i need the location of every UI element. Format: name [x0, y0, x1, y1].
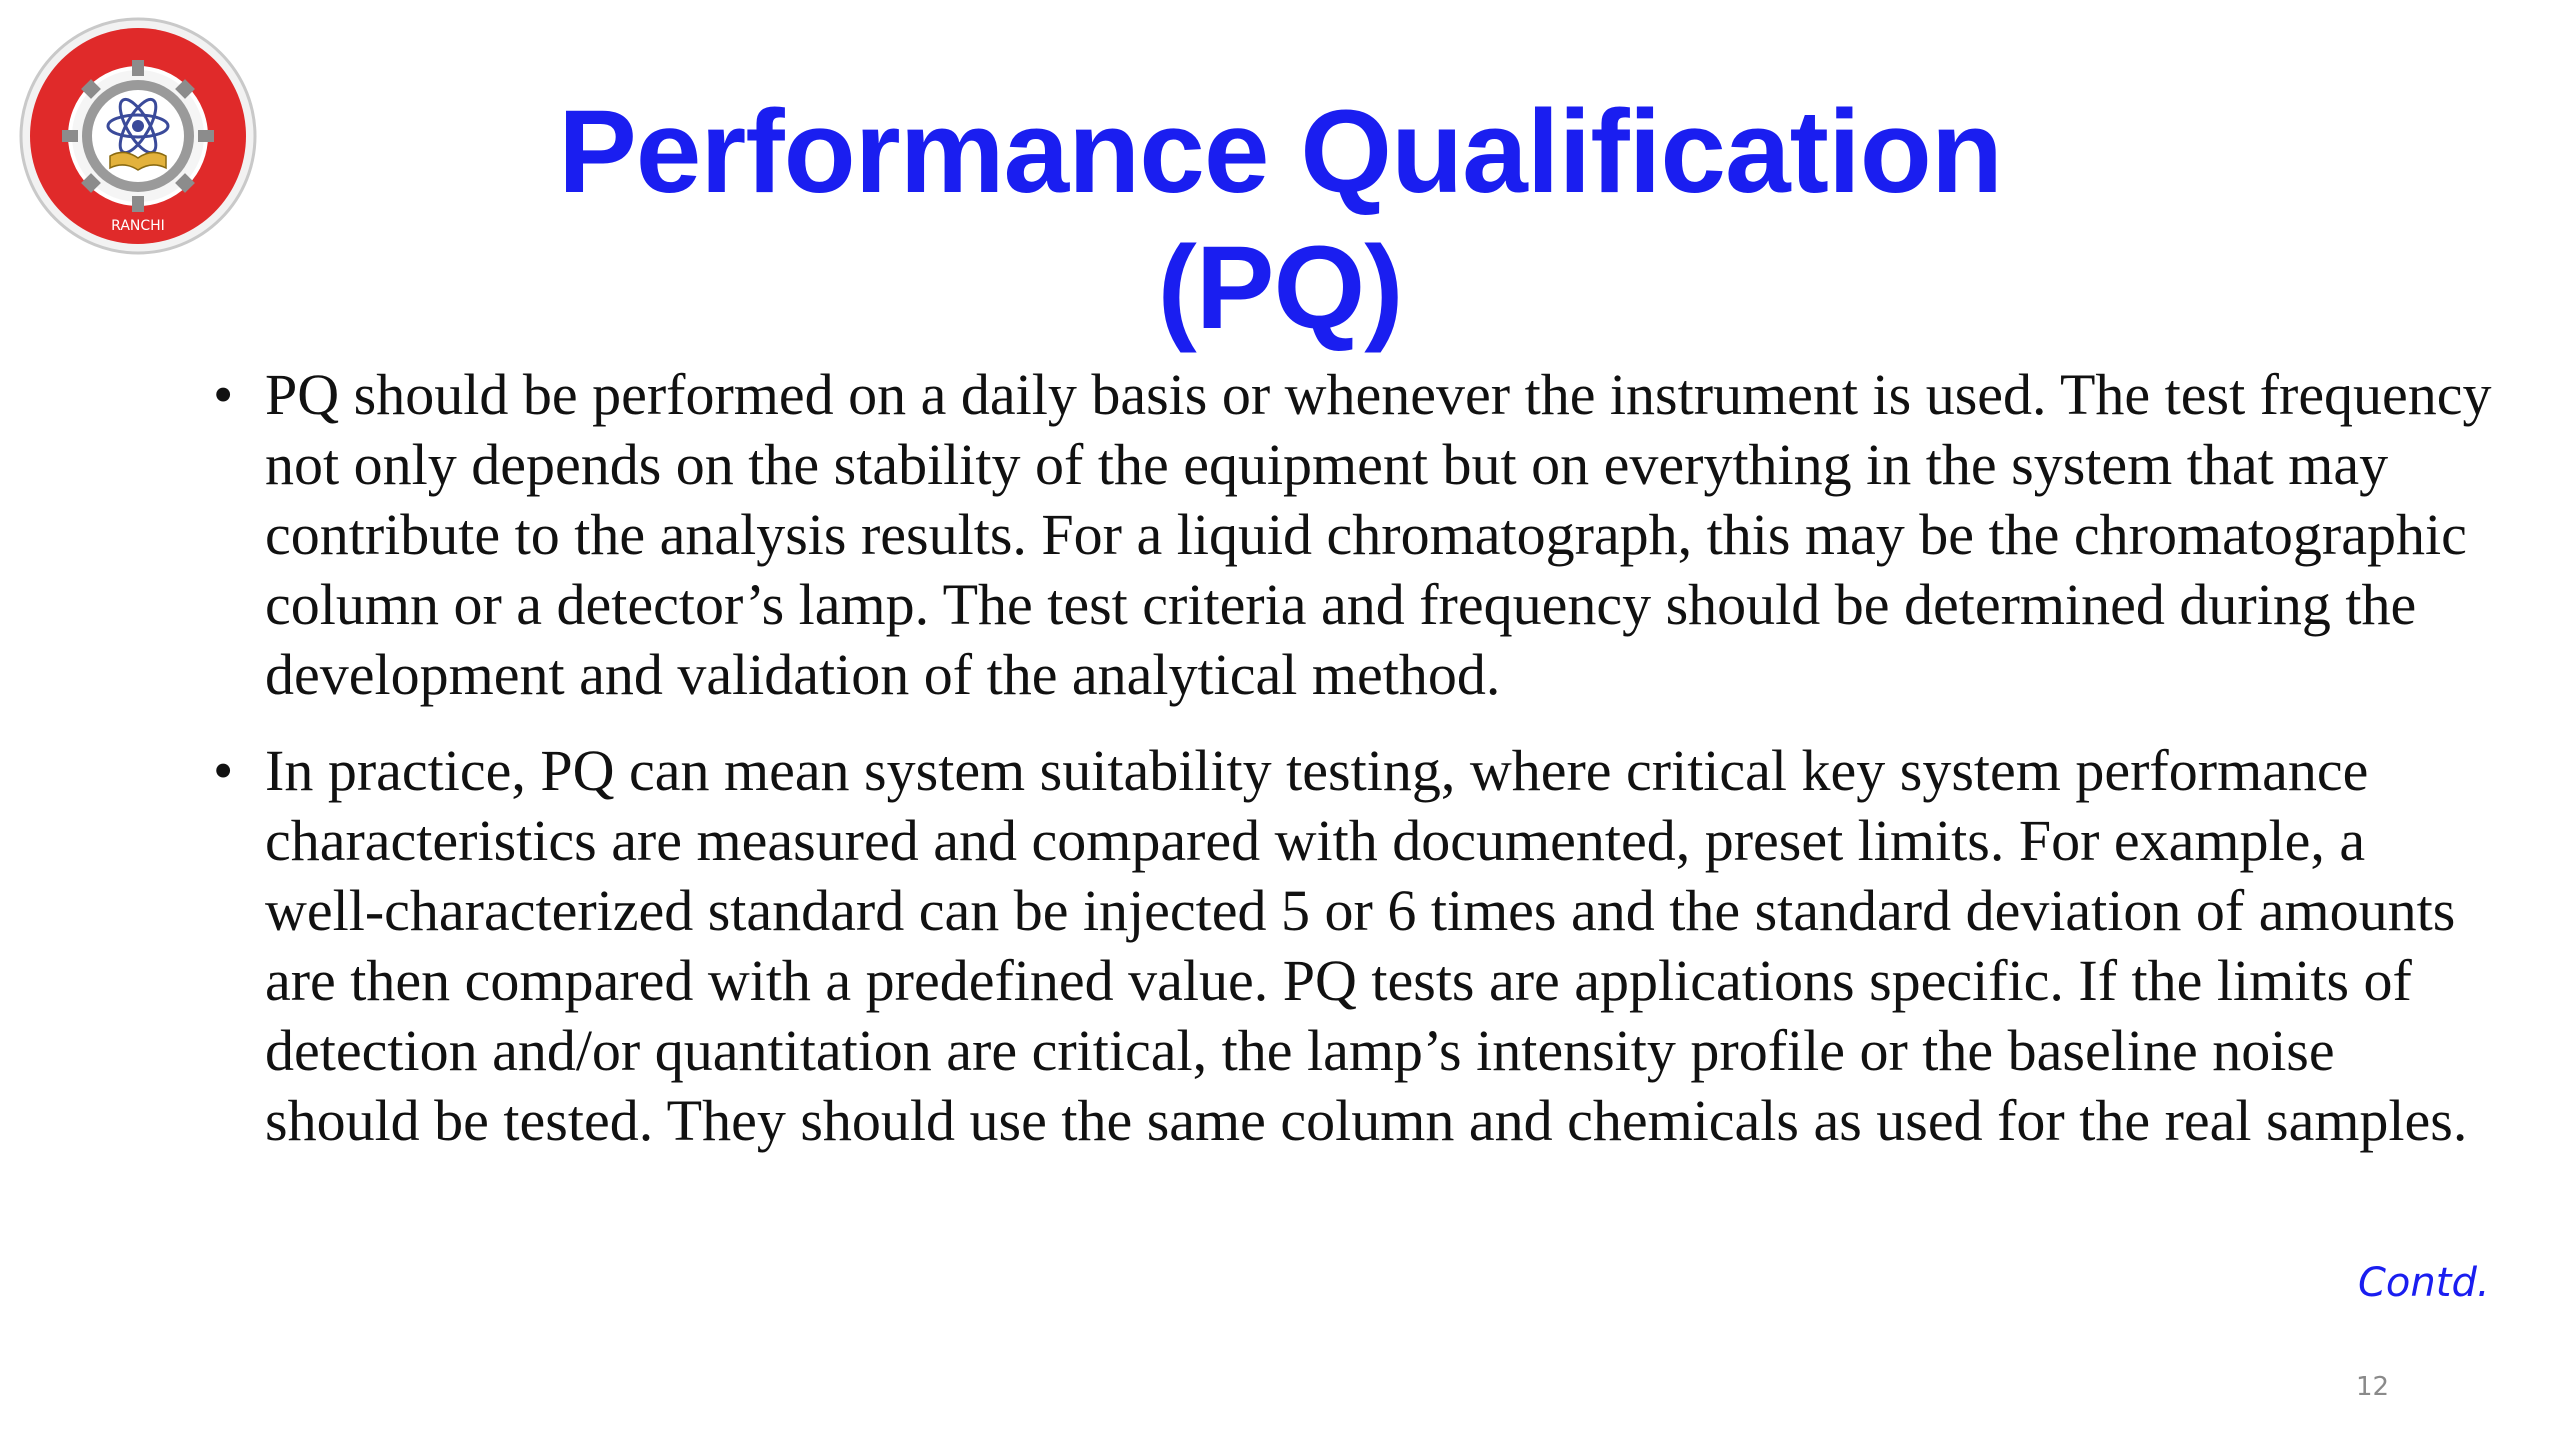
logo-city-text: RANCHI: [111, 218, 165, 234]
slide-title: [0, 84, 2560, 356]
bullet-marker: •: [213, 362, 234, 427]
bullet-item: [205, 360, 2495, 710]
bullet-marker: •: [213, 738, 234, 803]
bullet-item: [205, 736, 2495, 1156]
contd-label: Contd.: [2358, 1260, 2490, 1306]
bullet-text: In practice, PQ can mean system suitability testing, where critical key system performance characteristics are measured and compared with documented, preset limits. For example, a well-characterized standard can be injected 5 or 6 times and the standard deviation of amounts are then compared with a predefined value. PQ tests are applications specific. If the limits of detection and/or quantitation are critical, the lamp’s intensity profile or the baseline noise should be tested. They should use the same column and chemicals as used for the real samples.: [265, 738, 2468, 1153]
title-line-2: (PQ): [1157, 222, 1403, 354]
page-number: 12: [2356, 1372, 2390, 1402]
bullet-text: PQ should be performed on a daily basis or whenever the instrument is used. The test frequency not only depends on the stability of the equipment but on everything in the system that may contribute to the analysis results. For a liquid chromatograph, this may be the chromatographic column or a detector’s lamp. The test criteria and frequency should be determined during the development and validation of the analytical method.: [265, 362, 2492, 707]
bullet-list: [205, 360, 2495, 1182]
title-line-1: Performance Qualification: [558, 86, 2002, 218]
